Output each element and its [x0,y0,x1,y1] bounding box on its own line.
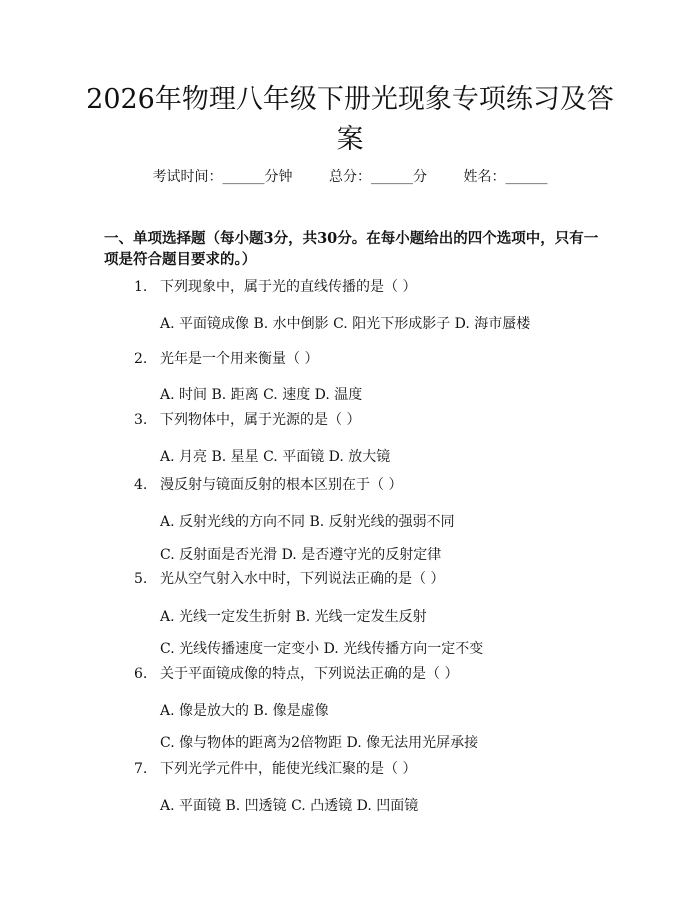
section-heading: 一、单项选择题（每小题3分，共30分。在每小题给出的四个选项中，只有一项是符合题目要求的。） [104,230,599,268]
question-number: 1. [134,279,148,295]
student-name-field: 姓名：______ [463,169,548,185]
question-number: 6. [134,666,148,682]
question-options: C. 像与物体的距离为2倍物距 D. 像无法用光屏承接 [160,735,479,751]
question-number: 2. [134,351,148,367]
question-options: A. 平面镜成像 B. 水中倒影 C. 阳光下形成影子 D. 海市蜃楼 [160,316,531,332]
total-score-field: 总分：______分 [329,169,427,185]
question-options: A. 时间 B. 距离 C. 速度 D. 温度 [160,387,363,403]
question-options: C. 反射面是否光滑 D. 是否遵守光的反射定律 [160,547,442,563]
question-options: C. 光线传播速度一定变小 D. 光线传播方向一定不变 [160,641,484,657]
question-text: 关于平面镜成像的特点，下列说法正确的是（ ） [160,666,459,682]
question-text: 下列现象中，属于光的直线传播的是（ ） [160,279,417,295]
question-number: 5. [134,571,148,587]
question-number: 3. [134,412,148,428]
question-options: A. 反射光线的方向不同 B. 反射光线的强弱不同 [160,514,455,530]
question-text: 漫反射与镜面反射的根本区别在于（ ） [160,477,403,493]
question-options: A. 光线一定发生折射 B. 光线一定发生反射 [160,609,427,625]
question-options: A. 像是放大的 B. 像是虚像 [160,703,329,719]
question-options: A. 月亮 B. 星星 C. 平面镜 D. 放大镜 [160,449,391,465]
question-text: 光从空气射入水中时，下列说法正确的是（ ） [160,571,445,587]
question-options: A. 平面镜 B. 凹透镜 C. 凸透镜 D. 凹面镜 [160,798,419,814]
question-text: 下列光学元件中，能使光线汇聚的是（ ） [160,761,417,777]
question-text: 下列物体中，属于光源的是（ ） [160,412,361,428]
question-number: 4. [134,477,148,493]
question-number: 7. [134,761,148,777]
page-title: 2026年物理八年级下册光现象专项练习及答案 [86,84,614,155]
question-text: 光年是一个用来衡量（ ） [160,351,319,367]
exam-time-field: 考试时间：______分钟 [152,169,293,185]
exam-info-line [0,166,700,188]
